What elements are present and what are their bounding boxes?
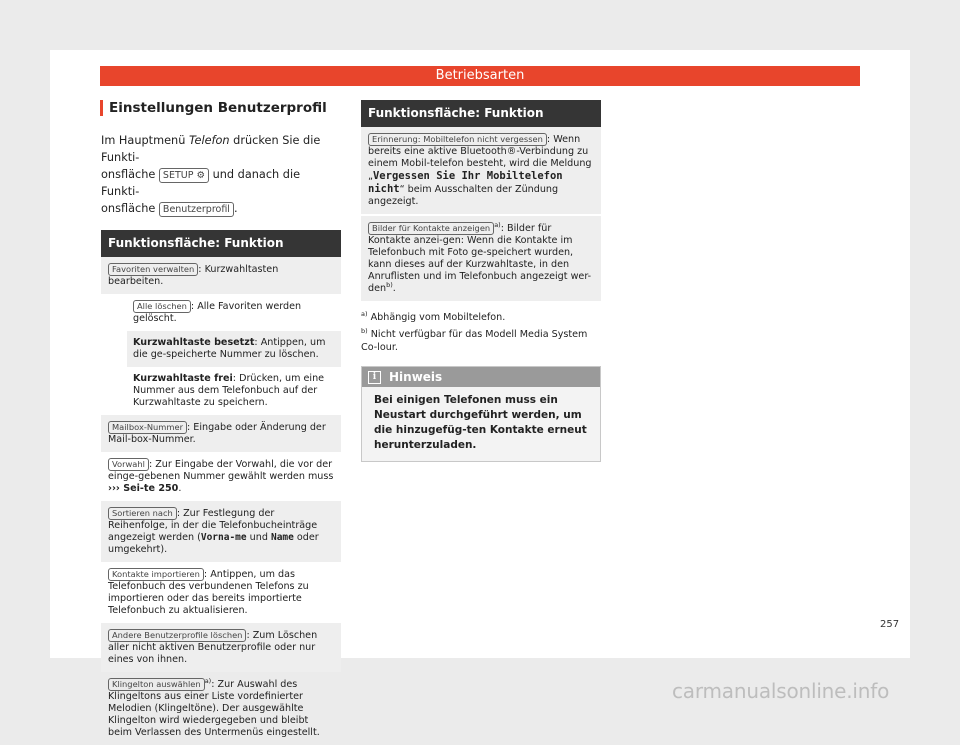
- note-title: Hinweis: [389, 370, 443, 384]
- vorwahl-key: Vorwahl: [108, 458, 149, 471]
- left-column: [101, 100, 341, 745]
- row-text: : Bilder für Kontakte anzei-gen: Wenn die Kontakte im Telefonbuch mit Foto ge-speichert wurden, kann dieses auf der Kurzwahltaste, in den Anruflisten und im Telefonbuch angezeigt wer-den: [368, 223, 592, 294]
- mono-message: Vergessen Sie Ihr Mobiltelefon nicht: [368, 170, 563, 195]
- table-subrow: [101, 294, 341, 331]
- table-row: [101, 672, 341, 745]
- kontakte-importieren-key: Kontakte importieren: [108, 568, 204, 581]
- note-body: Bei einigen Telefonen muss ein Neustart durchgeführt werden, um die hinzugefüg-ten Kontakte erneut herunterzuladen.: [362, 387, 600, 461]
- intro-text-4: und danach die Funkti-: [101, 168, 301, 198]
- section-banner: Betriebsarten: [100, 66, 860, 86]
- row-text: : Zur Eingabe der Vorwahl, die vor der einge-gebenen Nummer gewählt werden muss: [108, 459, 334, 482]
- note-box: [361, 366, 601, 462]
- footnote-text: Nicht verfügbar für das Modell Media System Co-lour.: [361, 329, 588, 353]
- table-row: [101, 623, 341, 672]
- intro-paragraph: [101, 132, 341, 217]
- klingelton-key: Klingelton auswählen: [108, 678, 205, 691]
- mono-term: Vorna-me: [200, 532, 247, 543]
- intro-text-2: drücken Sie die Funkti-: [101, 134, 321, 164]
- table-row: [101, 257, 341, 294]
- row-text: : Kurzwahltasten bearbeiten.: [108, 264, 279, 287]
- table-row: [361, 127, 601, 214]
- table-row: [101, 562, 341, 623]
- footnote-mark: b): [386, 280, 393, 289]
- table-row: [101, 452, 341, 501]
- page-reference: ››› Sei-te 250: [108, 483, 179, 494]
- row-text: : Drücken, um eine Nummer aus dem Telefonbuch auf der Kurzwahltaste zu speichern.: [133, 373, 325, 408]
- row-text: : Zur Auswahl des Klingeltons aus einer Liste vordefinierter Melodien (Klingeltöne). Der ausgewählte Klingelton wird wiedergegeben und bleibt beim Verlassen des Untermenüs eingestellt.: [108, 679, 320, 738]
- table-row: [101, 415, 341, 452]
- note-header: [362, 367, 600, 387]
- mono-term: Name: [270, 532, 294, 543]
- row-text: und: [246, 532, 271, 543]
- footnote-mark: b): [361, 326, 368, 335]
- intro-text-3: onsfläche: [101, 168, 159, 181]
- section-title-bar: [100, 100, 341, 116]
- favoriten-key: Favoriten verwalten: [108, 263, 198, 276]
- intro-telefon: Telefon: [188, 134, 230, 147]
- erinnerung-key: Erinnerung: Mobiltelefon nicht vergessen: [368, 133, 547, 146]
- footnote-mark: a): [494, 220, 501, 229]
- row-text: : Eingabe oder Änderung der Mail-box-Nummer.: [108, 422, 326, 445]
- table-row: [101, 501, 341, 562]
- row-bold: Kurzwahltaste besetzt: [133, 337, 255, 348]
- function-table-header: Funktionsfläche: Funktion: [101, 230, 341, 257]
- page-number: 257: [880, 619, 900, 630]
- table-subrow: [101, 331, 341, 367]
- intro-text-5: onsfläche: [101, 202, 159, 215]
- watermark: carmanualsonline.info: [672, 679, 890, 703]
- row-text: : Wenn bereits eine aktive Bluetooth®-Verbindung zu einem Mobil-telefon besteht, wird die Meldung „: [368, 134, 592, 182]
- setup-key: SETUP ⚙: [159, 168, 209, 183]
- table-subrow: [101, 367, 341, 415]
- intro-text-6: .: [233, 202, 238, 215]
- footnote-text: Abhängig vom Mobiltelefon.: [370, 312, 506, 323]
- footnote-mark: a): [204, 676, 212, 685]
- row-text: : Antippen, um die ge-speicherte Nummer zu löschen.: [133, 337, 326, 360]
- bilder-key: Bilder für Kontakte anzeigen: [368, 222, 494, 235]
- row-text: “ beim Ausschalten der Zündung angezeigt.: [368, 184, 559, 207]
- section-title: Einstellungen Benutzerprofil: [109, 100, 327, 116]
- info-icon: i: [368, 371, 381, 384]
- profile-loeschen-key: Andere Benutzerprofile löschen: [108, 629, 246, 642]
- benutzerprofil-key: Benutzerprofil: [159, 202, 234, 217]
- row-text: : Antippen, um das Telefonbuch des verbundenen Telefons zu importieren oder das bereits importierte Telefonbuch zu aktualisieren.: [108, 569, 309, 616]
- table-row: [361, 216, 601, 301]
- row-text: : Alle Favoriten werden gelöscht.: [133, 301, 302, 324]
- row-text: : Zum Löschen aller nicht aktiven Benutzerprofile oder nur eines von ihnen.: [108, 630, 318, 665]
- row-text: .: [392, 283, 396, 294]
- row-text: : Zur Festlegung der Reihenfolge, in der die Telefonbucheinträge angezeigt werden (: [108, 508, 318, 543]
- right-column: [361, 100, 601, 462]
- alle-loeschen-key: Alle löschen: [133, 300, 191, 313]
- mailbox-key: Mailbox-Nummer: [108, 421, 187, 434]
- footnote-a: [361, 311, 601, 324]
- function-table-header: Funktionsfläche: Funktion: [361, 100, 601, 127]
- row-text: oder umgekehrt).: [108, 532, 319, 555]
- footnote-b: [361, 328, 601, 354]
- row-text: .: [178, 483, 182, 494]
- row-bold: Kurzwahltaste frei: [133, 373, 233, 384]
- intro-text-1: Im Hauptmenü: [101, 134, 189, 147]
- footnote-mark: a): [361, 309, 368, 318]
- sortieren-key: Sortieren nach: [108, 507, 177, 520]
- footnotes: [361, 311, 601, 354]
